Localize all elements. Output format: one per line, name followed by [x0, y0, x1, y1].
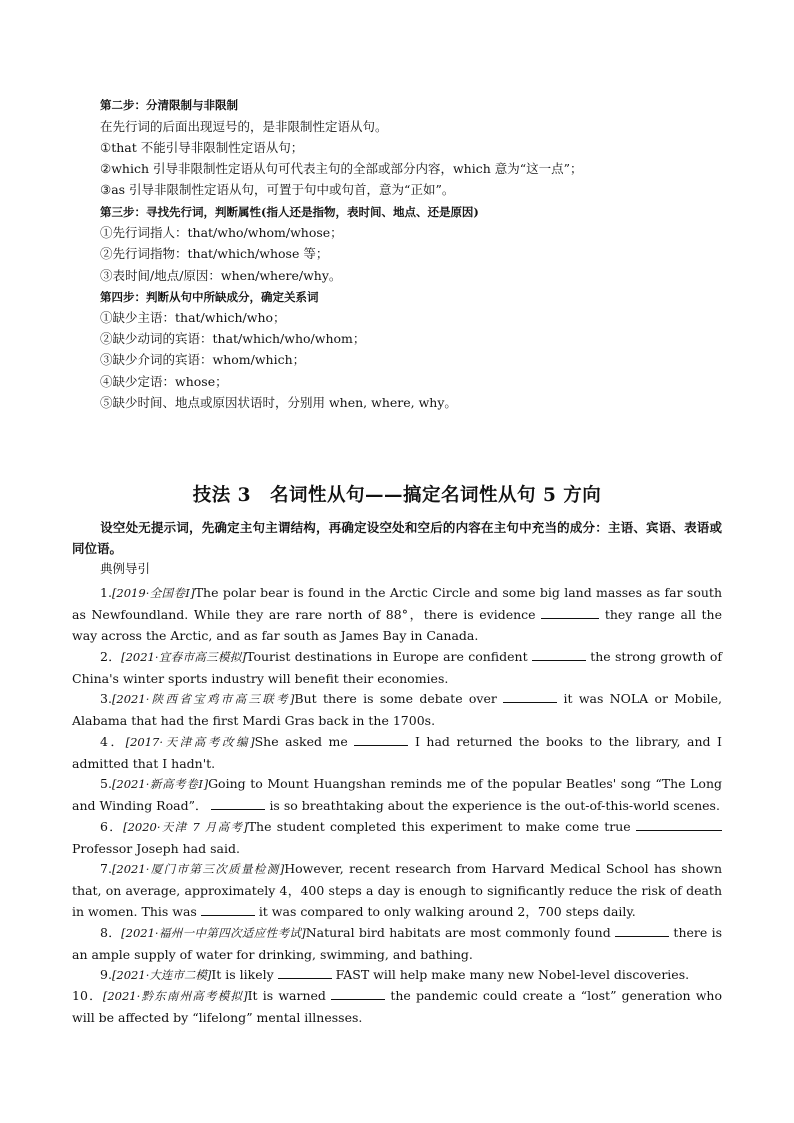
step-text: ④缺少定语：whose； — [100, 374, 228, 389]
question-item: 7.[2021·厦门市第三次质量检测]However, recent research from Harvard Medical School has shown that, on average, approximately 4，400 steps a day is enough to significantly reduce the risk of death in women. This was it was compared to only walking around 2，700 steps daily. — [72, 861, 722, 919]
step-text: ③表时间/地点/原因：when/where/why。 — [100, 268, 342, 283]
question-item: 5.[2021·新高考卷Ⅰ]Going to Mount Huangshan reminds me of the popular Beatles' song “The Long and Winding Road”． is so breathtaking about the experience is the out-of-this-world scenes. — [72, 776, 723, 813]
question-item: 1.[2019·全国卷Ⅰ]The polar bear is found in the Arctic Circle and some big land masses as far south as Newfoundland. While they are rare north of 88°，there is evidence they range all the way across the Arctic, and as far south as James Bay in Canada. — [72, 585, 722, 643]
question-item: 2．[2021·宜春市高三模拟]Tourist destinations in Europe are confident the strong growth of China's winter sports industry will benefit their economies. — [72, 649, 722, 686]
question-item: 4．[2017·天津高考改编]She asked me I had returned the books to the library, and I admitted that I hadn't. — [72, 734, 722, 771]
question-item: 10．[2021·黔东南州高考模拟]It is warned the pandemic could create a “lost” generation who will be affected by “lifelong” mental illnesses. — [72, 988, 722, 1025]
answer-blank[interactable] — [278, 966, 332, 979]
answer-blank[interactable] — [615, 924, 669, 937]
answer-blank[interactable] — [541, 606, 599, 619]
step-heading: 第三步：寻找先行词，判断属性(指人还是指物，表时间、地点、还是原因) — [100, 205, 479, 219]
answer-blank[interactable] — [211, 797, 265, 810]
step-text: ③缺少介词的宾语：whom/which； — [100, 352, 306, 367]
subheading: 典例导引 — [100, 561, 151, 576]
answer-blank[interactable] — [201, 903, 255, 916]
step-heading: 第四步：判断从句中所缺成分，确定关系词 — [100, 290, 319, 304]
step-text: ③as 引导非限制性定语从句，可置于句中或句首，意为“正如”。 — [100, 182, 455, 197]
answer-blank[interactable] — [354, 733, 408, 746]
question-item: 3.[2021·陕西省宝鸡市高三联考]But there is some debate over it was NOLA or Mobile, Alabama that had the first Mardi Gras back in the 1700s. — [72, 691, 722, 728]
question-item: 6．[2020·天津 7 月高考]The student completed this experiment to make come true Professor Joseph had said. — [72, 816, 722, 859]
step-text: ②先行词指物：that/which/whose 等； — [100, 246, 329, 261]
step-text: ②缺少动词的宾语：that/which/who/whom； — [100, 331, 366, 346]
question-item: 8．[2021·福州一中第四次适应性考试]Natural bird habitats are most commonly found there is an ample supply of water for drinking, swimming, and bathing. — [72, 925, 723, 962]
step-text: ①先行词指人：that/who/whom/whose； — [100, 225, 343, 240]
step-text: ①that 不能引导非限制性定语从句； — [100, 140, 304, 155]
step-text: ②which 引导非限制性定语从句可代表主句的全部或部分内容，which 意为“这一点”； — [100, 161, 583, 176]
answer-blank[interactable] — [331, 987, 385, 1000]
answer-blank[interactable] — [636, 818, 722, 831]
step-heading: 第二步：分清限制与非限制 — [100, 98, 238, 112]
answer-blank[interactable] — [532, 648, 586, 661]
answer-blank[interactable] — [503, 690, 557, 703]
question-item: 9.[2021·大连市二模]It is likely FAST will help make many new Nobel-level discoveries. — [100, 967, 690, 982]
step-text: 在先行词的后面出现逗号的，是非限制性定语从句。 — [100, 119, 388, 134]
section-title: 技法 3 名词性从句——搞定名词性从句 5 方向 — [192, 485, 602, 506]
step-text: ⑤缺少时间、地点或原因状语时，分别用 when, where, why。 — [100, 395, 457, 410]
intro-paragraph: 设空处无提示词，先确定主句主谓结构，再确定设空处和空后的内容在主句中充当的成分：主语、宾语、表语或同位语。 — [72, 520, 722, 556]
step-text: ①缺少主语：that/which/who； — [100, 310, 286, 325]
